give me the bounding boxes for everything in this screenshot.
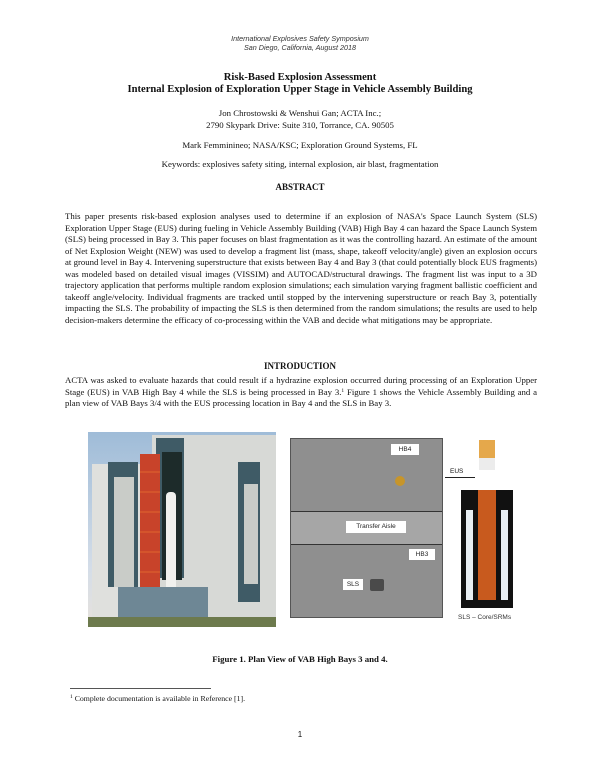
- conference-location-date: San Diego, California, August 2018: [243, 43, 356, 52]
- page-number: 1: [297, 730, 303, 739]
- hb4-label: HB4: [391, 444, 419, 455]
- hb3-label: HB3: [409, 549, 435, 560]
- author-line-1: Jon Chrostowski & Wenshui Gan; ACTA Inc.;: [218, 108, 382, 118]
- eus-stage-illustration: [479, 440, 495, 470]
- footnote-divider: [70, 688, 211, 689]
- abstract-text: This paper presents risk-based explosion analyses used to determine if an explosion of NASA's Space Launch System (SLS) Exploration Upper Stage (EUS) during fueling in Vehicle Assembly Building (VAB) High Bay 4 can hazard the Space Launch System (SLS) being processed in Bay 3. This paper focuses on blast fragmentation as it was the controlling hazard. An estimate of the amount of Net Explosion Weight (NEW) was used to develop a fragment list (mass, shape, takeoff velocity/angle) given an explosion occurs at ground level in Bay 4. Intervening superstructure that exists between Bay 4 and Bay 3 (that could potentially block EUS fragments) was modeled based on detailed visual images (VISSIM) and AUTOCAD/structural drawings. The fragment list was input to a 3D trajectory application that performs multiple random explosion simulations; each simulation varying fragment ballistic coefficient and takeoff angle/velocity. Individual fragments are tracked until stopped by the intervening superstructure or reach Bay 3, potentially impacting the SLS. The probability of impacting the SLS is then determined from the random simulations; the results are used to help decision-makers determine the efficacy of co-processing within the VAB and decide what mitigations may be appropriate.: [65, 211, 537, 325]
- paper-subtitle: Internal Explosion of Exploration Upper Stage in Vehicle Assembly Building: [127, 84, 473, 95]
- introduction-heading: INTRODUCTION: [263, 361, 336, 371]
- conference-name: International Explosives Safety Symposium: [231, 34, 369, 43]
- paper-title: Risk-Based Explosion Assessment: [223, 72, 377, 83]
- footnote-reference[interactable]: 1: [341, 387, 345, 394]
- eus-position-marker: [395, 476, 405, 486]
- abstract-heading: ABSTRACT: [275, 182, 325, 192]
- introduction-text: ACTA was asked to evaluate hazards that could result if a hydrazine explosion occurred during processing of an Exploration Upper Stage (EUS) in VAB High Bay 4 while the SLS is being processed in Bay 3.$^1$ Figure 1 shows the Vehicle Assembly Building and a plan view of VAB Bays 3/4 with the EUS processing location in Bay 4 and the SLS in Bay 3.: [65, 375, 537, 409]
- sls-core-label: SLS – Core/SRMs: [458, 614, 512, 621]
- vab-building-photo: [88, 432, 276, 627]
- footnote: $^1$ Complete documentation is available in Reference [1].: [70, 694, 246, 703]
- sls-label: SLS: [343, 579, 363, 590]
- sls-position-marker: [370, 579, 384, 591]
- sls-core-srm-illustration: [461, 490, 513, 608]
- vab-plan-view: [290, 438, 443, 618]
- eus-pointer-line: [445, 477, 475, 478]
- author-line-2: Mark Femminineo; NASA/KSC; Exploration Ground Systems, FL: [182, 140, 418, 150]
- eus-callout-label: EUS: [450, 468, 464, 475]
- author-address: 2790 Skypark Drive: Suite 310, Torrance, CA. 90505: [206, 120, 394, 130]
- keywords: Keywords: explosives safety siting, internal explosion, air blast, fragmentation: [161, 159, 439, 169]
- transfer-aisle-label: Transfer Aisle: [346, 521, 406, 533]
- figure-caption: Figure 1. Plan View of VAB High Bays 3 and 4.: [212, 654, 388, 664]
